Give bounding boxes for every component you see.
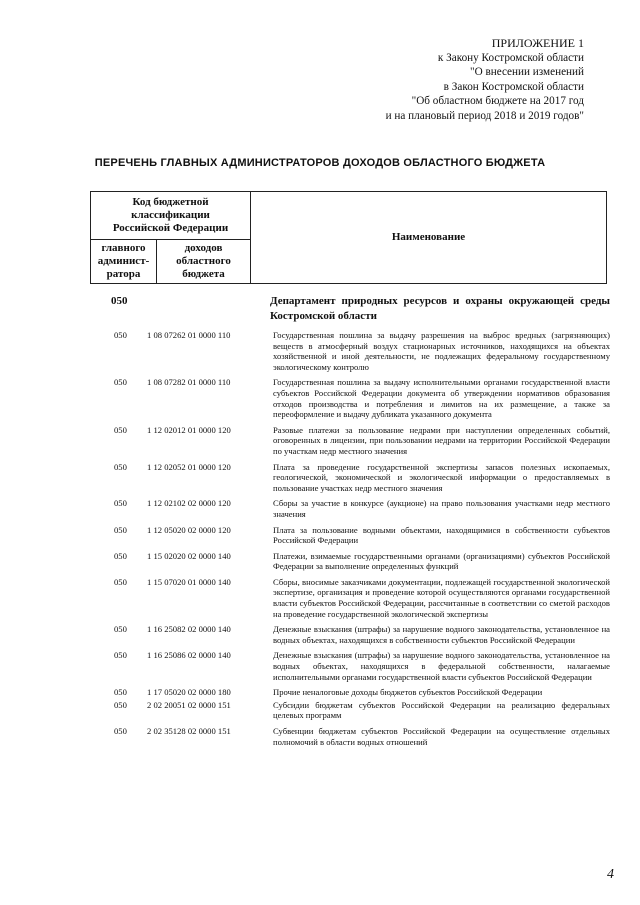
table-header: [90, 191, 607, 284]
admin-code: 050: [114, 550, 127, 561]
admin-code: 050: [114, 377, 127, 388]
appendix-line: "Об областном бюджете на 2017 год: [411, 95, 584, 108]
income-name: Денежные взыскания (штрафы) за нарушение водного законодательства, установленное на водных объектах, находящихся в собственности субъектов Российской Федерации: [273, 624, 610, 645]
income-code: 2 02 20051 02 0000 151: [147, 699, 231, 710]
admin-code: 050: [114, 524, 127, 535]
department-row: [105, 294, 610, 324]
department-code: 050: [111, 295, 128, 307]
income-code: 1 12 02102 02 0000 120: [147, 498, 231, 509]
income-name: Платежи, взимаемые государственными органами (организациями) субъектов Российской Федерации за выполнение определенных функций: [273, 550, 610, 572]
admin-code: 050: [114, 498, 127, 509]
income-name: Денежные взыскания (штрафы) за нарушение водного законодательства, установленное на водных объектах, находящихся в федеральной собственности, налагаемые исполнительными органами государственной власти субъектов Российской Федерации: [273, 650, 610, 682]
income-name: Государственная пошлина за выдачу исполнительными органами государственной власти субъектов Российской Федерации документа об утверждении нормативов образования отходов производства и потребления и лимитов на их размещение, а также за переоформление и выдачу дубликата указанного документа: [273, 377, 610, 420]
income-code: 1 12 05020 02 0000 120: [147, 524, 231, 535]
income-name: Плата за пользование водными объектами, находящимися в собственности субъектов Российской Федерации: [273, 524, 610, 546]
income-name: Сборы за участие в конкурсе (аукционе) на право пользования участками недр местного значения: [273, 498, 610, 519]
appendix-line: ПРИЛОЖЕНИЕ 1: [491, 36, 584, 50]
appendix-line: в Закон Костромской области: [443, 80, 584, 93]
table-row: [105, 551, 610, 572]
admin-code: 050: [114, 576, 127, 587]
income-name: Прочие неналоговые доходы бюджетов субъектов Российской Федерации: [273, 687, 543, 698]
income-name: Разовые платежи за пользование недрами при наступлении определенных событий, оговоренных в лицензии, при пользовании недрами на территории Российской Федерации по участкам недр местного значения: [273, 424, 610, 456]
table-row: [105, 624, 610, 645]
income-list: [105, 294, 610, 752]
income-name: Субсидии бюджетам субъектов Российской Федерации на реализацию федеральных целевых программ: [273, 699, 610, 721]
table-row: [105, 330, 610, 372]
appendix-line: к Закону Костромской области: [437, 51, 584, 64]
table-row: [105, 577, 610, 619]
table-row: [105, 687, 610, 698]
admin-code: 050: [114, 650, 127, 661]
admin-code: 050: [114, 330, 127, 340]
appendix-line: "О внесении изменений: [470, 66, 584, 79]
appendix-header: [386, 36, 584, 124]
income-code: 1 08 07262 01 0000 110: [147, 330, 231, 340]
income-name: Государственная пошлина за выдачу разрешения на выброс вредных (загрязняющих) веществ в атмосферный воздух стационарных источников, находящихся на объектах хозяйственной и иной деятельности, не подлежащих федеральному государственному экологическому контролю: [273, 330, 610, 372]
admin-code: 050: [114, 699, 127, 710]
income-column-header: доходов областного бюджета: [157, 240, 251, 284]
income-code: 1 16 25082 02 0000 140: [147, 624, 231, 635]
table-row: [105, 462, 610, 494]
admin-code: 050: [114, 461, 127, 472]
page-number: 4: [607, 867, 614, 882]
appendix-line: и на плановый период 2018 и 2019 годов": [385, 109, 584, 122]
income-name: Сборы, вносимые заказчиками документации, подлежащей государственной экологической экспертизе, организация и проведение которой осуществляются органами государственной власти субъектов Российской Федерации, рассчитанные в соответствии со сметой расходов на проведение государственной экологической экспертизы: [273, 576, 610, 619]
name-column-header: Наименование: [251, 192, 607, 284]
income-code: 1 12 02052 01 0000 120: [147, 461, 231, 472]
income-name: Субвенции бюджетам субъектов Российской Федерации на осуществление отдельных полномочий в области водных отношений: [273, 726, 610, 747]
table-row: [105, 650, 610, 682]
table-row: [105, 425, 610, 457]
income-name: Плата за проведение государственной экспертизы запасов полезных ископаемых, геологической, экономической и экологической информации о предоставляемых в пользование участках недр местного значения: [273, 461, 610, 493]
department-name: Департамент природных ресурсов и охраны окружающей среды Костромской области: [270, 295, 610, 322]
income-code: 1 15 02020 02 0000 140: [147, 550, 231, 561]
table-row: [105, 525, 610, 546]
admin-code: 050: [114, 687, 127, 698]
document-title: ПЕРЕЧЕНЬ ГЛАВНЫХ АДМИНИСТРАТОРОВ ДОХОДОВ ОБЛАСТНОГО БЮДЖЕТА: [94, 157, 546, 169]
table-row: [105, 700, 610, 721]
admin-code: 050: [114, 624, 127, 635]
admin-column-header: главного админист-ратора: [91, 240, 157, 284]
admin-code: 050: [114, 424, 127, 435]
income-code: 1 12 02012 01 0000 120: [147, 424, 231, 435]
code-group-header: Код бюджетной классификации Российской Федерации: [91, 192, 251, 240]
income-code: 1 17 05020 02 0000 180: [147, 687, 231, 698]
table-row: [105, 726, 610, 747]
income-code: 1 08 07282 01 0000 110: [147, 377, 231, 388]
income-code: 1 16 25086 02 0000 140: [147, 650, 231, 661]
table-row: [105, 498, 610, 519]
income-code: 2 02 35128 02 0000 151: [147, 726, 231, 736]
table-row: [105, 377, 610, 419]
admin-code: 050: [114, 726, 127, 736]
income-code: 1 15 07020 01 0000 140: [147, 576, 231, 587]
